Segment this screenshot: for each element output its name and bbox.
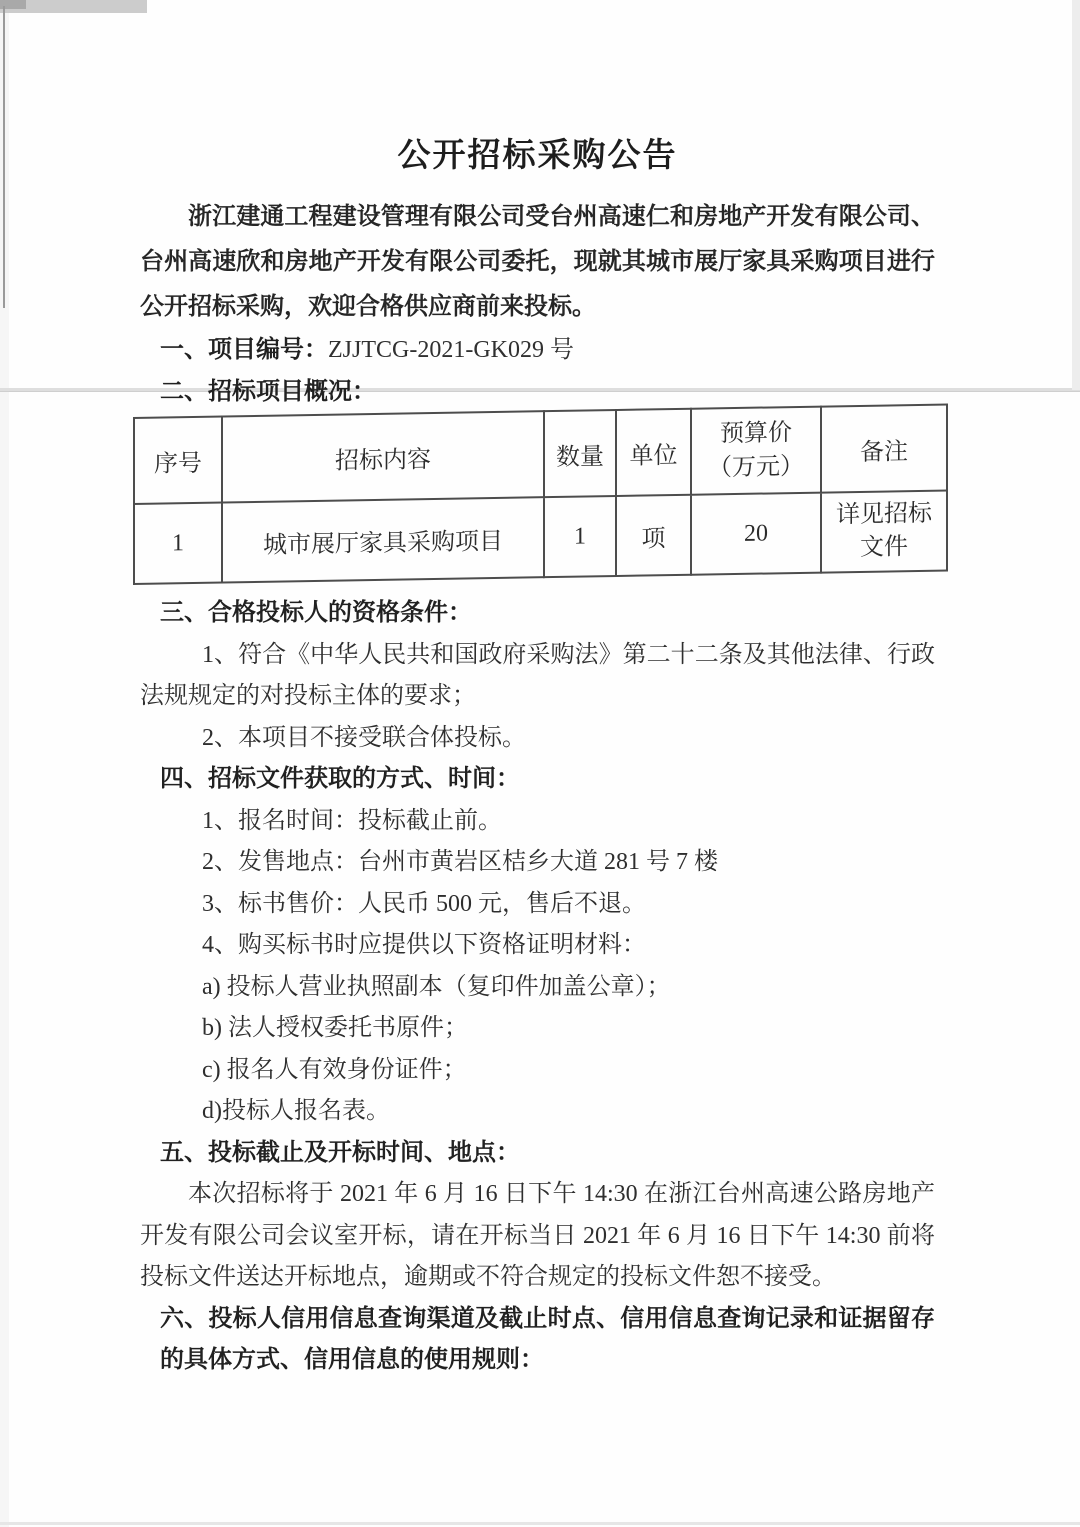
materials-required-item: 4、购买标书时应提供以下资格证明材料： xyxy=(202,932,646,958)
qualification-item-1: 1、符合《中华人民共和国政府采购法》第二十二条及其他法律、行政法规规定的对投标主体的要求； xyxy=(140,641,935,709)
cell-remark: 详见招标文件 xyxy=(821,491,947,573)
material-item-c: c) 报名人有效身份证件； xyxy=(202,1056,467,1083)
section-1-line xyxy=(140,330,935,372)
intro-paragraph: 浙江建通工程建设管理有限公司受台州高速仁和房地产开发有限公司、台州高速欣和房地产开发有限公司委托，现就其城市展厅家具采购项目进行公开招标采购，欢迎合格供应商前来投标。 xyxy=(140,204,935,320)
cell-content: 城市展厅家具采购项目 xyxy=(222,497,544,582)
cell-unit: 项 xyxy=(616,495,691,576)
project-overview-table-wrapper xyxy=(133,404,935,585)
header-content: 招标内容 xyxy=(222,411,544,502)
header-remark: 备注 xyxy=(821,405,947,493)
document-price-item: 3、标书售价：人民币 500 元，售后不退。 xyxy=(202,890,646,917)
scan-bottom-edge-line xyxy=(0,1522,1080,1525)
section-6-heading: 六、投标人信用信息查询渠道及截止时点、信用信息查询记录和证据留存的具体方式、信用信息的使用规则： xyxy=(160,1305,935,1373)
section-5-heading: 五、投标截止及开标时间、地点： xyxy=(160,1139,520,1166)
header-unit: 单位 xyxy=(616,409,691,496)
header-budget xyxy=(691,407,821,495)
document-content xyxy=(140,133,935,1382)
document-title: 公开招标采购公告 xyxy=(397,138,678,174)
section-1-heading: 一、项目编号： xyxy=(160,337,328,363)
scan-left-edge-line xyxy=(3,6,5,308)
cell-seq: 1 xyxy=(134,503,222,584)
project-number-value: ZJJTCG-2021-GK029 号 xyxy=(328,337,574,363)
section-4-heading: 四、招标文件获取的方式、时间： xyxy=(160,766,520,792)
header-seq: 序号 xyxy=(134,417,222,504)
material-item-b: b) 法人授权委托书原件； xyxy=(202,1015,468,1041)
section-2-heading: 二、招标项目概况： xyxy=(160,378,376,405)
cell-budget: 20 xyxy=(691,493,821,575)
material-item-a: a) 投标人营业执照副本（复印件加盖公章）； xyxy=(202,973,671,1000)
scan-right-edge-smudge xyxy=(1072,0,1080,390)
header-quantity: 数量 xyxy=(544,410,616,497)
project-overview-table xyxy=(133,403,948,585)
sale-location-item: 2、发售地点：台州市黄岩区桔乡大道 281 号 7 楼 xyxy=(202,849,718,875)
table-data-row xyxy=(134,491,947,584)
cell-quantity: 1 xyxy=(544,496,616,577)
header-budget-line1: 预算价 xyxy=(720,420,792,448)
bid-opening-paragraph: 本次招标将于 2021 年 6 月 16 日下午 14:30 在浙江台州高速公路房地产开发有限公司会议室开标，请在开标当日 2021 年 6 月 16 日下午 14:30 前将投标文件送达开标地点，逾期或不符合规定的投标文件恕不接受。 xyxy=(140,1181,935,1290)
header-budget-line2: （万元） xyxy=(708,453,804,482)
signup-time-item: 1、报名时间：投标截止前。 xyxy=(202,807,502,834)
material-item-d: d)投标人报名表。 xyxy=(202,1098,390,1124)
table-header-row xyxy=(134,405,947,504)
section-3-heading: 三、合格投标人的资格条件： xyxy=(160,600,472,626)
qualification-item-2: 2、本项目不接受联合体投标。 xyxy=(202,724,526,751)
